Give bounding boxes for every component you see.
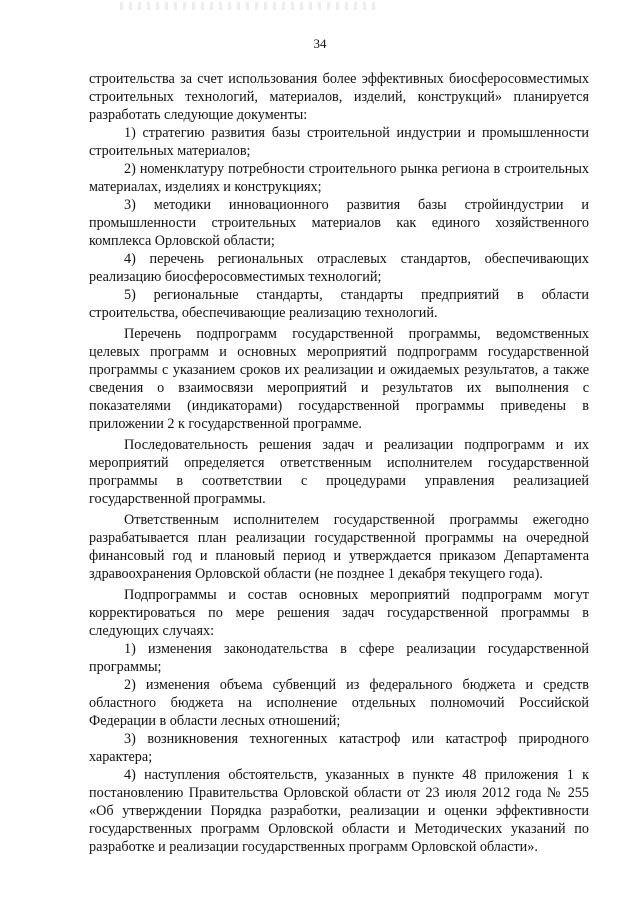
list-item-2: 2) номенклатуру потребности строительного рынка региона в строительных материалах, изделиях и конструкциях; [89, 161, 589, 195]
list-item-3: 3) методики инновационного развития базы стройиндустрии и промышленности строительных материалов как единого хозяйственного комплекса Орловской области; [89, 197, 589, 249]
paragraph-subprograms-list: Перечень подпрограмм государственной программы, ведомственных целевых программ и основных мероприятий подпрограмм государственной программы с указанием сроков их реализации и ожидаемых результатов, а также сведения о взаимосвязи мероприятий и результатов их выполнения с показателями (индикаторами) государственной программы приведены в приложении 2 к государственной программе. [89, 326, 589, 432]
list-item-4: 4) перечень региональных отраслевых стандартов, обеспечивающих реализацию биосферосовместимых технологий; [89, 251, 589, 285]
list-item-5: 5) региональные стандарты, стандарты предприятий в области строительства, обеспечивающие реализацию технологий. [89, 287, 589, 321]
case-item-1: 1) изменения законодательства в сфере реализации государственной программы; [89, 641, 589, 675]
paragraph-sequence: Последовательность решения задач и реализации подпрограмм и их мероприятий определяется ответственным исполнителем государственной программы в соответствии с процедурами управления реализацией государственной программы. [89, 437, 589, 507]
body-text [89, 70, 589, 856]
list-item-1: 1) стратегию развития базы строительной индустрии и промышленности строительных материалов; [89, 125, 589, 159]
paragraph-intro-continuation: строительства за счет использования более эффективных биосферосовместимых строительных технологий, материалов, изделий, конструкций» планируется разработать следующие документы: [89, 71, 589, 123]
case-item-3: 3) возникновения техногенных катастроф или катастроф природного характера; [89, 731, 589, 765]
case-item-2: 2) изменения объема субвенций из федерального бюджета и средств областного бюджета на исполнение отдельных полномочий Российской Федерации в области лесных отношений; [89, 677, 589, 729]
page-number: 34 [313, 36, 327, 51]
paragraph-annual-plan: Ответственным исполнителем государственной программы ежегодно разрабатывается план реализации государственной программы на очередной финансовый год и плановый период и утверждается приказом Департамента здравоохранения Орловской области (не позднее 1 декабря текущего года). [89, 512, 589, 582]
paragraph-adjustment-cases: Подпрограммы и состав основных мероприятий подпрограмм могут корректироваться по мере решения задач государственной программы в следующих случаях: [89, 587, 589, 639]
scan-artifact [120, 2, 380, 10]
case-item-4: 4) наступления обстоятельств, указанных в пункте 48 приложения 1 к постановлению Правительства Орловской области от 23 июля 2012 года № 255 «Об утверждении Порядка разработки, реализации и оценки эффективности государственных программ Орловской области и Методических указаний по разработке и реализации государственных программ Орловской области». [89, 767, 589, 855]
